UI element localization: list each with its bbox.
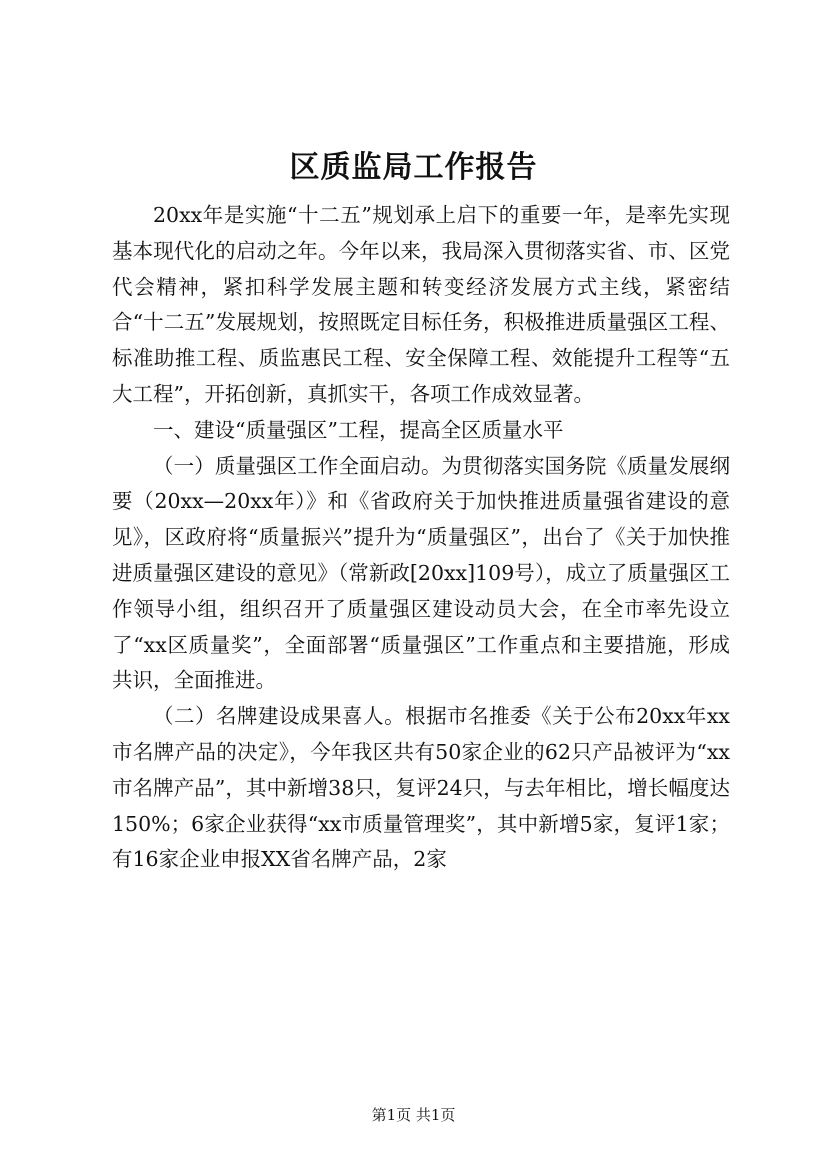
document-title: 区质监局工作报告 xyxy=(289,150,538,185)
section-heading-1: 一、建设“质量强区”工程，提高全区质量水平 xyxy=(153,417,564,442)
paragraph-quality-strong-district: （一）质量强区工作全面启动。为贯彻落实国务院《质量发展纲要（20xx—20xx年）》和《省政府关于加快推进质量强省建设的意见》，区政府将“质量振兴”提升为“质量强区”，出台了《关于加快推进质量强区建设的意见》（常新政[20xx]109号），成立了质量强区工作领导小组，组织召开了质量强区建设动员大会，在全市率先设立了“xx区质量奖”，全面部署“质量强区”工作重点和主要措施，形成共识，全面推进。 xyxy=(112,453,730,693)
page-footer: 第1页 共1页 xyxy=(371,1106,456,1124)
document-body xyxy=(112,198,730,878)
paragraph-intro: 20xx年是实施“十二五”规划承上启下的重要一年，是率先实现基本现代化的启动之年。今年以来，我局深入贯彻落实省、市、区党代会精神，紧扣科学发展主题和转变经济发展方式主线，紧密结合“十二五”发展规划，按照既定目标任务，积极推进质量强区工程、标准助推工程、质监惠民工程、安全保障工程、效能提升工程等“五大工程”，开拓创新，真抓实干，各项工作成效显著。 xyxy=(112,203,730,406)
paragraph-brand-building: （二）名牌建设成果喜人。根据市名推委《关于公布20xx年xx市名牌产品的决定》，今年我区共有50家企业的62只产品被评为“xx市名牌产品”，其中新增38只，复评24只，与去年相比，增长幅度达150%；6家企业获得“xx市质量管理奖”，其中新增5家，复评1家；有16家企业申报XX省名牌产品，2家 xyxy=(112,704,730,872)
